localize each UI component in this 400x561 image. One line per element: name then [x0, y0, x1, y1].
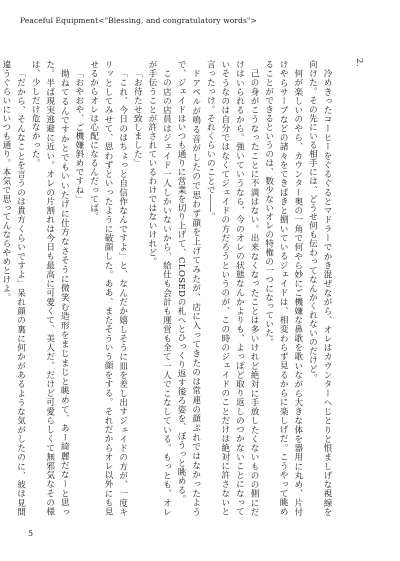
paragraph: この店の店員はジェイド一人しかいないから、給仕も会計も運営も全て一人でこなしている。もっとも、オレが手伝うことが許されているわけではないけれど。 — [146, 60, 172, 516]
paragraph: 「だから、そんなことを言うのは貴方くらいですよ」呆れ顔の裏に何かがあるような気がしたのに、彼は見間違うぐらいにいつも通り。本気で思ってんならやめとけよ。 — [0, 60, 26, 516]
page-number: 5 — [28, 529, 34, 538]
section-number: 2. — [354, 58, 364, 68]
paragraph: 「これ、今日のはちょっと自信作なんですよ」と、なんだか嬉しそうに皿を差し出すジェイドの方が、一度キリッとしてみせて、思わずといったように破顔した。ああ、またそういう顔をする。それだからオレ以外にも見せるからオレは心配になるんだってば。 — [88, 60, 128, 516]
paragraph: 「お待たせ致しました」 — [132, 68, 143, 168]
paragraph: 己の身がこうなったことに不満はない。出来なくなったことは多いけれど絶対に手放したくないものの側にだけはいられるから。強いていうなら、今のオレの状態なんかよりも、よっぽど取り返しのつかないことになっていそうなのは自分ではなくてジェイドの方だろうというのが、この時のジェイドのことだけは絶対に許さないと言ったっけ。それくらいのことで――。 — [205, 60, 260, 516]
body-text — [0, 60, 334, 516]
paragraph: ドアベルが鳴る音がしたので思わず顔を上げてみたが、店に入ってきたのは常連の顔ぶれではなかったようで、ジェイドはいつも通りに営業を切り上げて、CLOSEDの札へとひっくり返す後ろ姿を、ぼうっと眺める。 — [176, 60, 201, 516]
paragraph: 何が楽しいのやら、カウンター奥の一角で何やら妙にご機嫌な鼻歌を歌いながら大きな体を器用に丸め、片付けやらサーブなどの諸々をてきぱきと捌いているジェイドは、相変わらず見るからに楽しげだ。こうやって眺めることができるというのは、数少ないオレの特権の一つになっていた。 — [263, 60, 303, 516]
running-header: Peaceful Equipment<"Blessing, and congratulatory words"> — [20, 16, 257, 25]
paragraph: 「おやおや、ご機嫌斜めですね」 — [73, 68, 84, 203]
paragraph: 拗ねてるんですかとでもいいたげに仕方なさそうに微笑む造形をまじまじと眺めて、あー綺麗だなーと思った。半ば現実逃避に近い。オレの片割れは今日も最高に可愛くて、美人だ。だけど可愛らしくて無邪気なその様は、少しだけ危なかった。 — [30, 60, 70, 516]
paragraph: 冷めきったコーヒーをぐるぐるとマドラーでかき混ぜながら、オレはカウンターへじとりと恨ましげな視線を向けた。その先にいる相手には、どうせ何も伝わってなんかくれないのだけど。 — [307, 60, 332, 516]
